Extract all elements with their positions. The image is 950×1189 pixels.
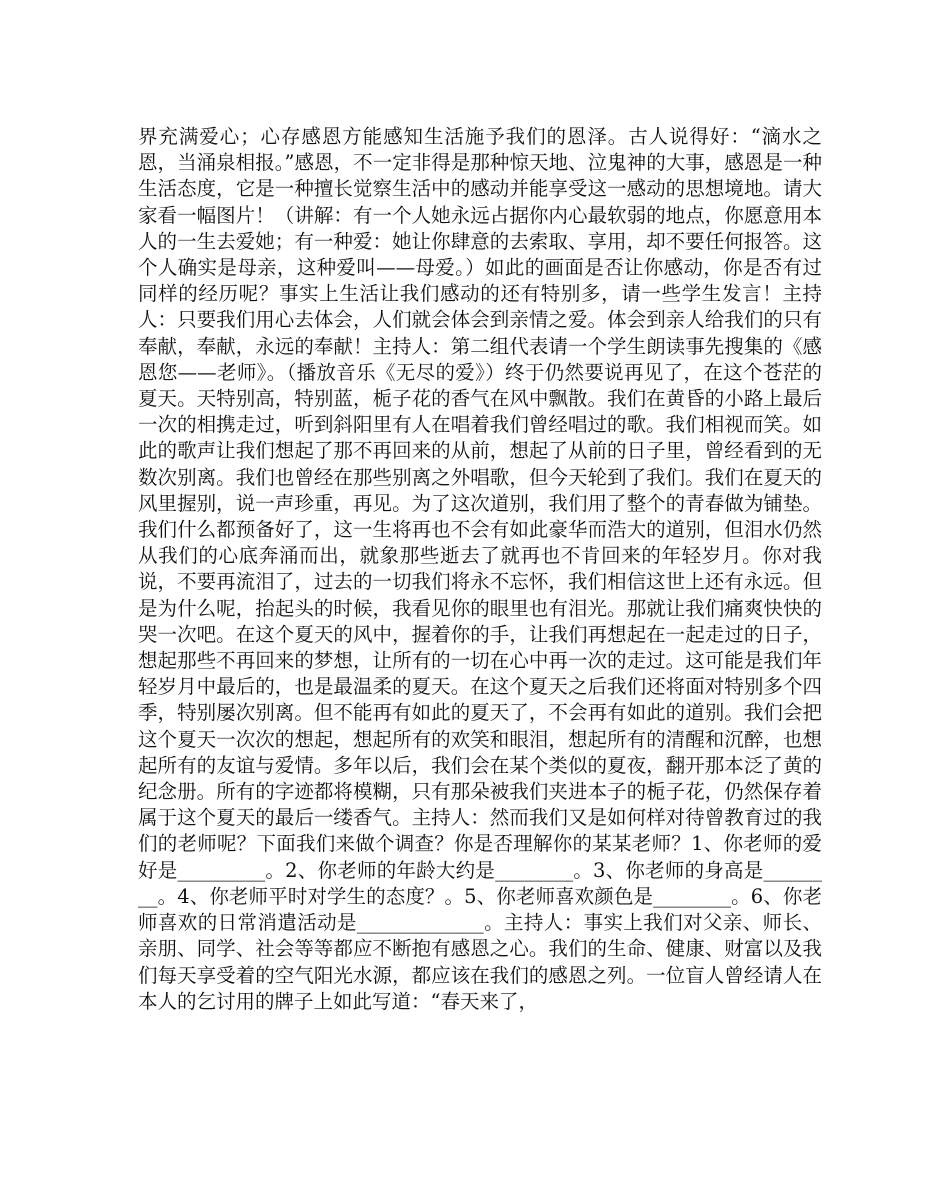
body-paragraph: 界充满爱心；心存感恩方能感知生活施予我们的恩泽。古人说得好：“滴水之恩，当涌泉相报。”感恩，不一定非得是那种惊天地、泣鬼神的大事，感恩是一种生活态度，它是一种擅长觉察生活中的感动并能享受这一感动的思想境地。请大家看一幅图片！（讲解：有一个人她永远占据你内心最软弱的地点，你愿意用本人的一生去爱她；有一种爱：她让你肆意的去索取、享用，却不要任何报答。这个人确实是母亲，这种爱叫——母爱。）如此的画面是否让你感动，你是否有过同样的经历呢？事实上生活让我们感动的还有特别多，请一些学生发言！主持人：只要我们用心去体会，人们就会体会到亲情之爱。体会到亲人给我们的只有奉献，奉献，永远的奉献！主持人：第二组代表请一个学生朗读事先搜集的《感恩您——老师》。（播放音乐《无尽的爱》）终于仍然要说再见了，在这个苍茫的夏天。天特别高，特别蓝，栀子花的香气在风中飘散。我们在黄昏的小路上最后一次的相携走过，听到斜阳里有人在唱着我们曾经唱过的歌。我们相视而笑。如此的歌声让我们想起了那不再回来的从前，想起了从前的日子里，曾经看到的无数次别离。我们也曾经在那些别离之外唱歌，但今天轮到了我们。我们在夏天的风里握别，说一声珍重，再见。为了这次道别，我们用了整个的青春做为铺垫。我们什么都预备好了，这一生将再也不会有如此豪华而浩大的道别，但泪水仍然从我们的心底奔涌而出，就象那些逝去了就再也不肯回来的年轻岁月。你对我说，不要再流泪了，过去的一切我们将永不忘怀，我们相信这世上还有永远。但是为什么呢，抬起头的时候，我看见你的眼里也有泪光。那就让我们痛爽快快的哭一次吧。在这个夏天的风中，握着你的手，让我们再想起在一起走过的日子，想起那些不再回来的梦想，让所有的一切在心中再一次的走过。这可能是我们年轻岁月中最后的，也是最温柔的夏天。在这个夏天之后我们还将面对特别多个四季，特别屡次别离。但不能再有如此的夏天了，不会再有如此的道别。我们会把这个夏天一次次的想起，想起所有的欢笑和眼泪，想起所有的清醒和沉醉，也想起所有的友谊与爱情。多年以后，我们会在某个类似的夏夜，翻开那本泛了黄的纪念册。所有的字迹都将模糊，只有那朵被我们夹进本子的栀子花，仍然保存着属于这个夏天的最后一缕香气。主持人：然而我们又是如何样对待曾教育过的我们的老师呢？下面我们来做个调查？你是否理解你的某某老师？1、你老师的爱好是_________。2、你老师的年龄大约是________。3、你老师的身高是________。4、你老师平时对学生的态度？。5、你老师喜欢颜色是________。6、你老师喜欢的日常消遣活动是_____________。主持人：事实上我们对父亲、师长、亲朋、同学、社会等等都应不断抱有感恩之心。我们的生命、健康、财富以及我们每天享受着的空气阳光水源，都应该在我们的感恩之列。一位盲人曾经请人在本人的乞讨用的牌子上如此写道：“春天来了， (138, 125, 822, 1013)
